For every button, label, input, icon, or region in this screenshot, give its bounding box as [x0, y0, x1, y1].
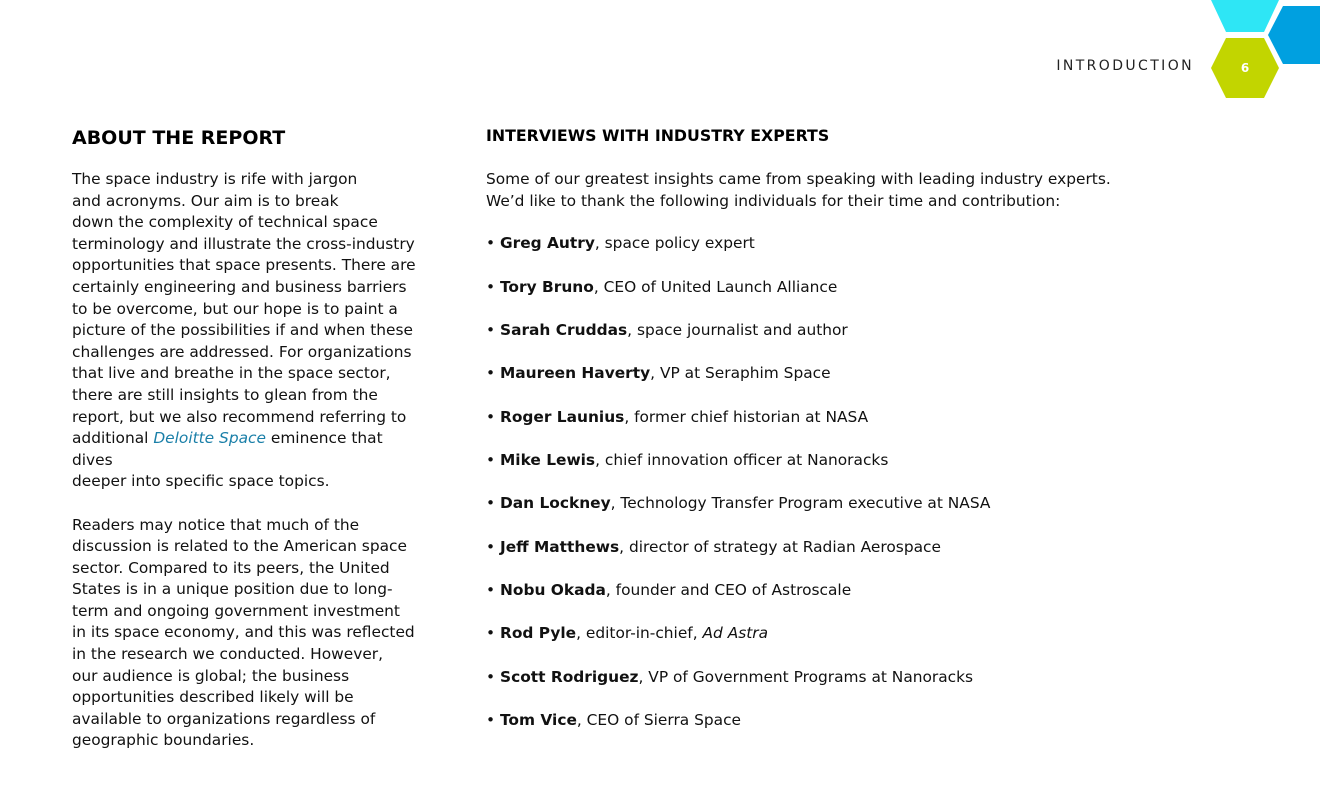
bullet: • [486, 320, 500, 339]
bullet: • [486, 494, 500, 513]
about-title: ABOUT THE REPORT [72, 127, 286, 149]
bullet: • [486, 624, 500, 643]
expert-role: , space journalist and author [627, 320, 848, 339]
expert-name: Tom Vice [499, 710, 577, 729]
bullet: • [486, 277, 500, 296]
expert-item [486, 363, 1186, 385]
expert-role: , Technology Transfer Program executive at NASA [610, 494, 991, 513]
expert-name: Nobu Okada [499, 580, 606, 599]
section-label: INTRODUCTION [1056, 58, 1194, 74]
bullet: • [486, 667, 500, 686]
expert-role: , editor-in-chief, [576, 624, 703, 643]
expert-role: , former chief historian at NASA [624, 407, 869, 426]
about-paragraph-1-tail: eminence that dives deeper into specific space topics. [72, 429, 383, 491]
expert-name: Sarah Cruddas [499, 320, 628, 339]
bullet: • [486, 364, 500, 383]
expert-item [486, 667, 1186, 689]
expert-name: Scott Rodriguez [499, 667, 639, 686]
cyan-hexagon [1211, 0, 1279, 32]
expert-item [486, 623, 1186, 645]
expert-item [486, 493, 1186, 515]
expert-name: Dan Lockney [499, 494, 611, 513]
expert-publication: Ad Astra [702, 624, 769, 643]
bullet: • [486, 407, 500, 426]
deloitte-space-link[interactable]: Deloitte Space [153, 429, 266, 448]
about-section [72, 125, 424, 752]
about-paragraph-1 [72, 169, 424, 493]
about-paragraph-1-text: The space industry is rife with jargon and acronyms. Our aim is to break down the complexity of technical space terminology and illustrate the cross-industry opportunities that space presents. There are certainly engineering and business barriers to be overcome, but our hope is to paint a picture of the possibilities if and when these challenges are addressed. For organizations that live and breathe in the space sector, there are still insights to glean from the report, but we also recommend referring to additional [72, 170, 416, 448]
expert-item [486, 407, 1186, 429]
expert-role: , VP of Government Programs at Nanoracks [638, 667, 974, 686]
expert-name: Greg Autry [499, 234, 595, 253]
bullet: • [486, 450, 500, 469]
expert-name: Mike Lewis [499, 450, 596, 469]
expert-item [486, 710, 1186, 732]
expert-role: , space policy expert [594, 234, 755, 253]
expert-item [486, 277, 1186, 299]
about-paragraph-2: Readers may notice that much of the discussion is related to the American space sector. Compared to its peers, the United States is in a unique position due to long- term and ongoing government investment in its space economy, and this was reflected in the research we conducted. However, our audience is global; the business opportunities described likely will be available to organizations regardless of geographic boundaries. [72, 515, 415, 750]
bullet: • [486, 580, 500, 599]
expert-item [486, 450, 1186, 472]
expert-item [486, 580, 1186, 602]
expert-role: , director of strategy at Radian Aerospace [619, 537, 941, 556]
bullet: • [486, 234, 500, 253]
expert-item [486, 320, 1186, 342]
expert-item [486, 233, 1186, 255]
expert-name: Tory Bruno [499, 277, 594, 296]
expert-name: Roger Launius [499, 407, 625, 426]
expert-name: Jeff Matthews [499, 537, 620, 556]
page-number: 6 [1240, 61, 1250, 75]
expert-role: , chief innovation officer at Nanoracks [595, 450, 889, 469]
expert-role: , CEO of United Launch Alliance [593, 277, 838, 296]
expert-name: Rod Pyle [499, 624, 577, 643]
expert-role: , CEO of Sierra Space [576, 710, 742, 729]
interviews-section [486, 125, 1186, 753]
interviews-title: INTERVIEWS WITH INDUSTRY EXPERTS [486, 126, 830, 145]
expert-role: , VP at Seraphim Space [650, 364, 831, 383]
expert-item [486, 537, 1186, 559]
experts-list [486, 233, 1186, 731]
expert-name: Maureen Haverty [499, 364, 651, 383]
bullet: • [486, 537, 500, 556]
interviews-intro: Some of our greatest insights came from speaking with leading industry experts. We’d like to thank the following individuals for their time and contribution: [486, 170, 1111, 210]
expert-role: , founder and CEO of Astroscale [605, 580, 852, 599]
bullet: • [486, 710, 500, 729]
